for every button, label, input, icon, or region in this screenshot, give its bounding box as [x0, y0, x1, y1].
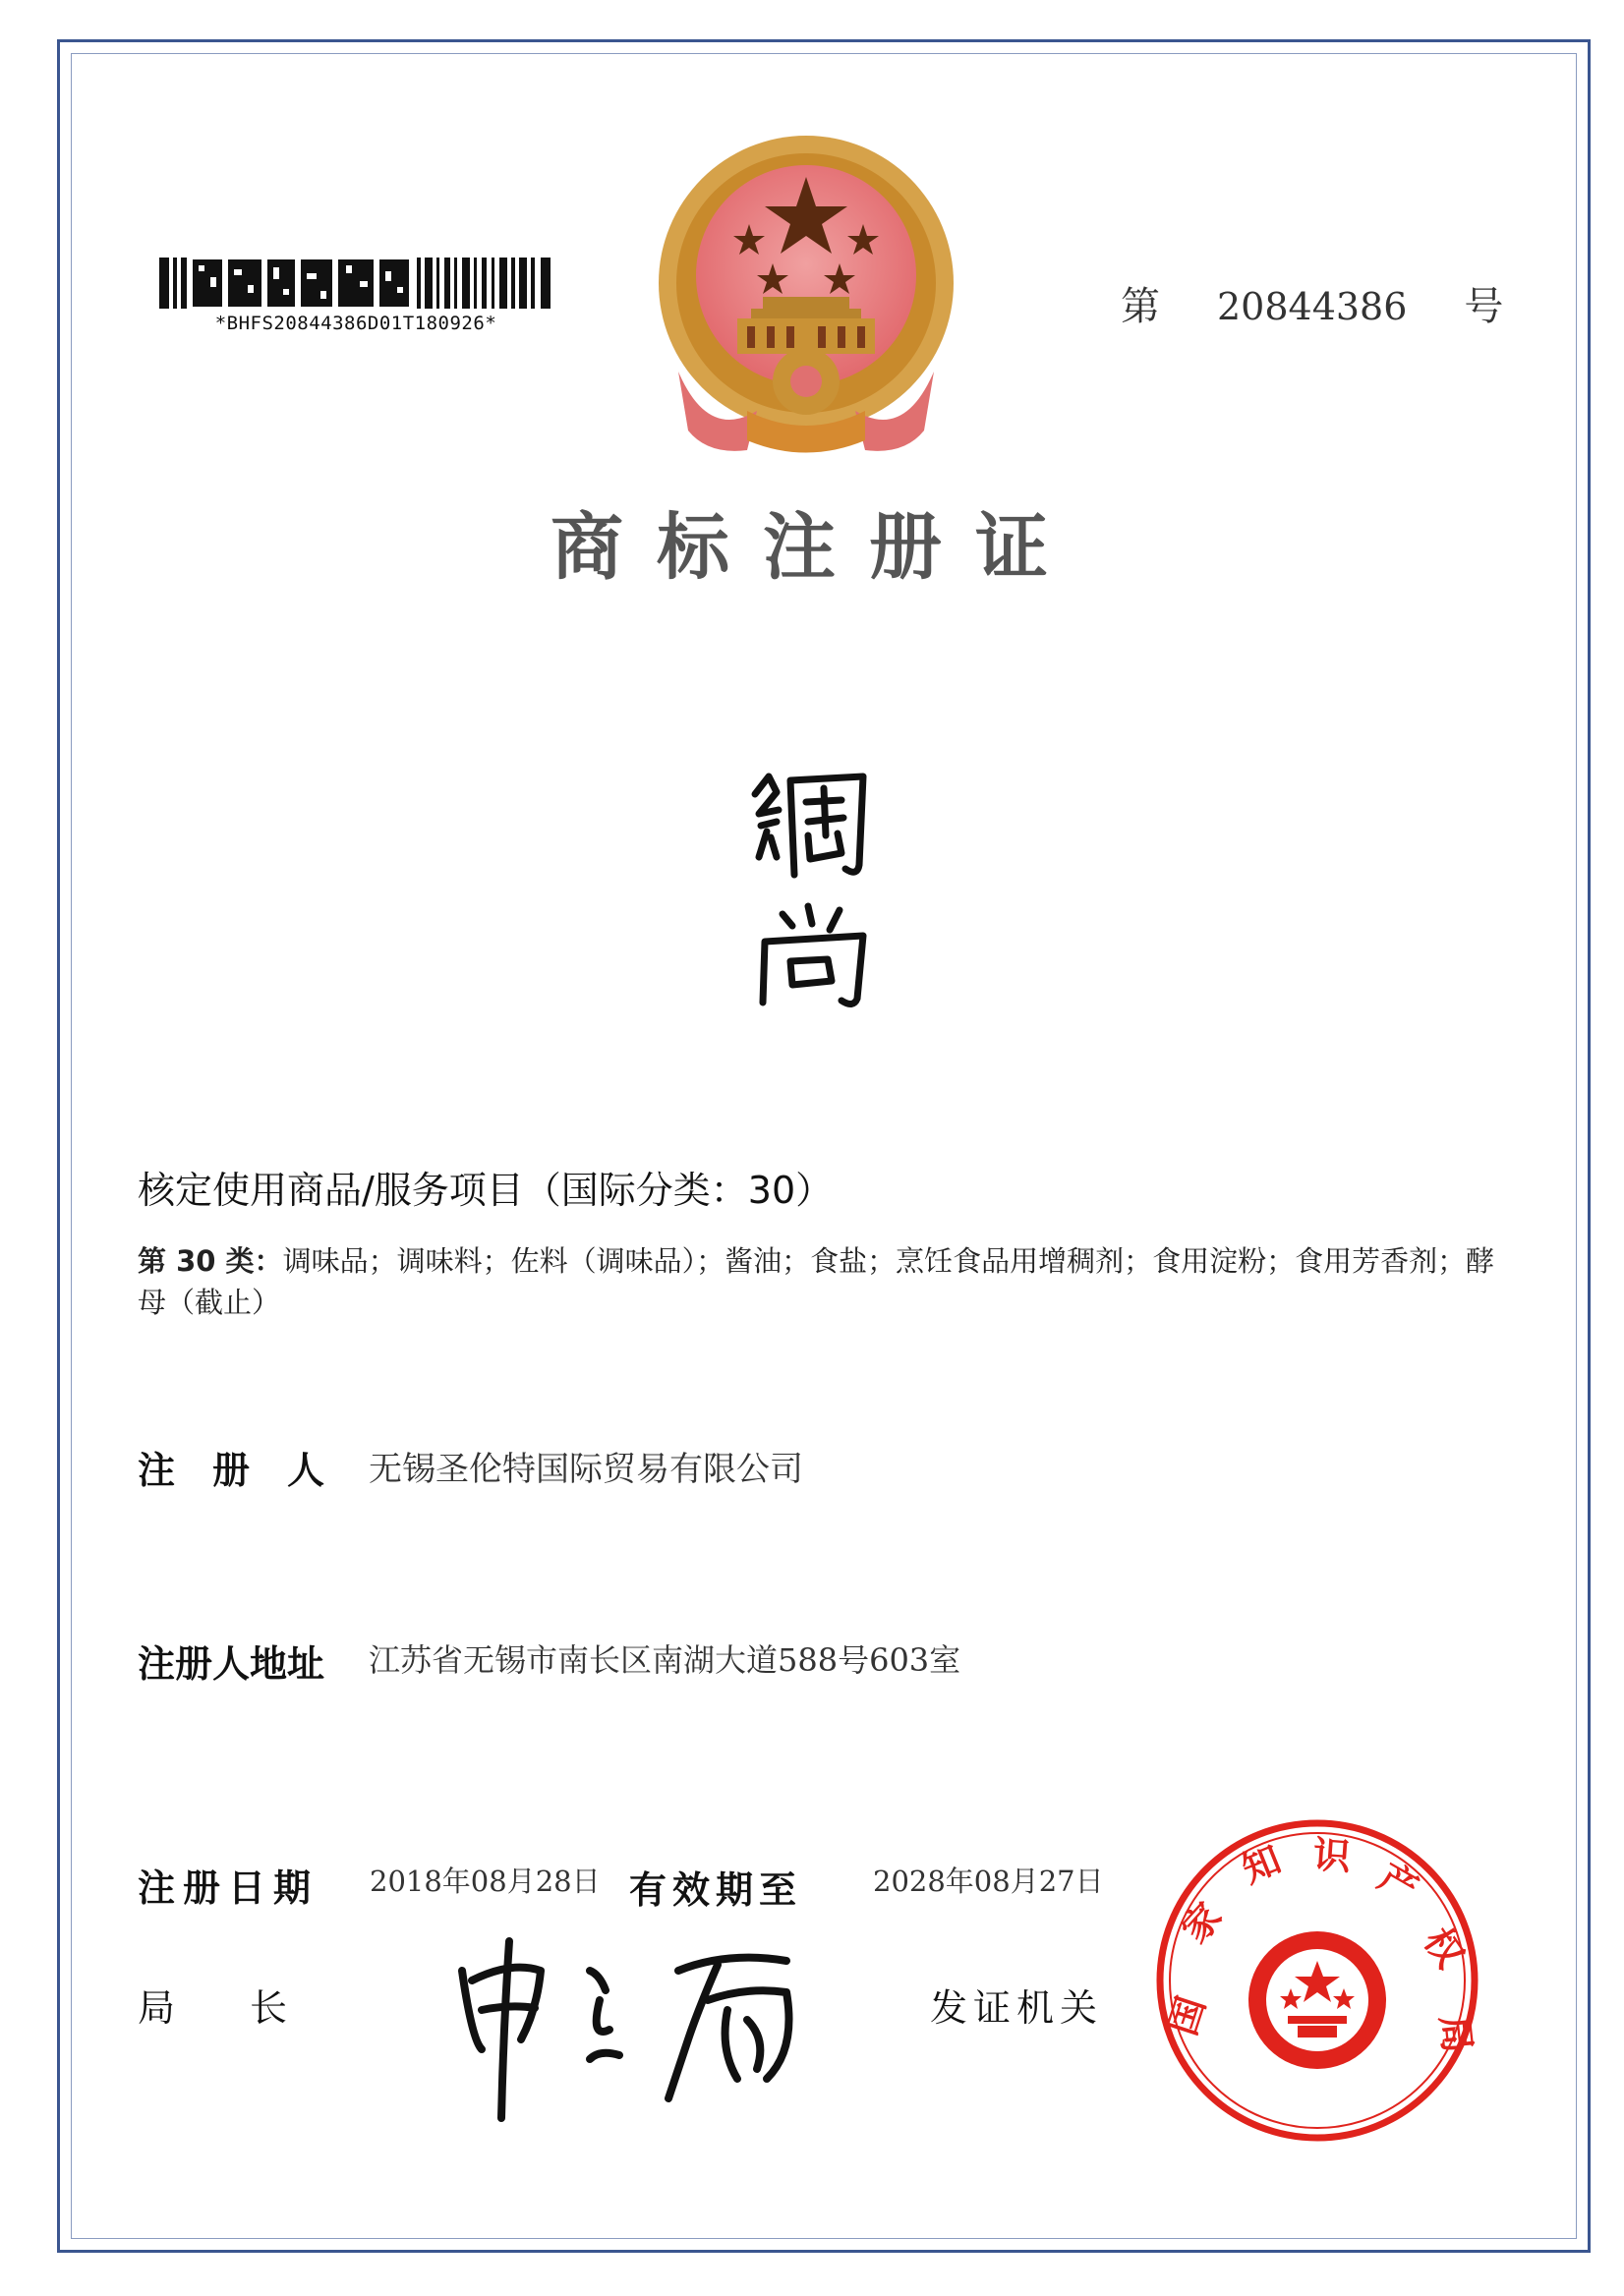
number-value: 20844386 — [1217, 285, 1408, 328]
number-prefix: 第 — [1121, 284, 1160, 329]
goods-class-label: 第 30 类： — [138, 1244, 283, 1278]
svg-text:知: 知 — [1236, 1837, 1287, 1892]
address-label: 注册人地址 — [138, 1642, 325, 1686]
barcode — [159, 258, 552, 309]
goods-heading: 核定使用商品/服务项目（国际分类：30） — [138, 1169, 834, 1212]
director-signature-image — [452, 1931, 865, 2128]
director-label: 局 长 — [138, 1986, 288, 2030]
svg-text:国: 国 — [1160, 1991, 1214, 2040]
certificate-number — [1121, 275, 1503, 331]
barcode-text: *BHFS20844386D01T180926* — [214, 313, 497, 334]
svg-text:识: 识 — [1311, 1832, 1353, 1879]
number-suffix: 号 — [1464, 284, 1504, 329]
svg-text:产: 产 — [1371, 1855, 1425, 1912]
registrant-address: 江苏省无锡市南长区南湖大道588号603室 — [369, 1641, 961, 1679]
national-emblem-icon — [649, 116, 963, 480]
valid-until-label: 有效期至 — [629, 1868, 803, 1912]
svg-text:局: 局 — [1432, 2013, 1479, 2055]
valid-until-date: 2028年08月27日 — [873, 1865, 1104, 1898]
page-title: 商标注册证 — [551, 505, 1081, 590]
registration-date-label: 注册日期 — [138, 1866, 319, 1910]
goods-list — [138, 1240, 1514, 1323]
official-seal-image — [1150, 1813, 1484, 2148]
registrant-label: 注 册 人 — [138, 1449, 325, 1492]
registrant-name: 无锡圣伦特国际贸易有限公司 — [369, 1450, 803, 1489]
issuer-label: 发证机关 — [930, 1986, 1104, 2030]
goods-items: 调味品；调味料；佐料（调味品）；酱油；食盐；烹饪食品用增稠剂；食用淀粉；食用芳香剂；酵母（截止） — [138, 1244, 1495, 1319]
trademark-mark-image — [747, 767, 875, 1012]
svg-text:家: 家 — [1173, 1894, 1231, 1952]
svg-text:权: 权 — [1415, 1920, 1473, 1976]
registration-date: 2018年08月28日 — [370, 1865, 601, 1898]
